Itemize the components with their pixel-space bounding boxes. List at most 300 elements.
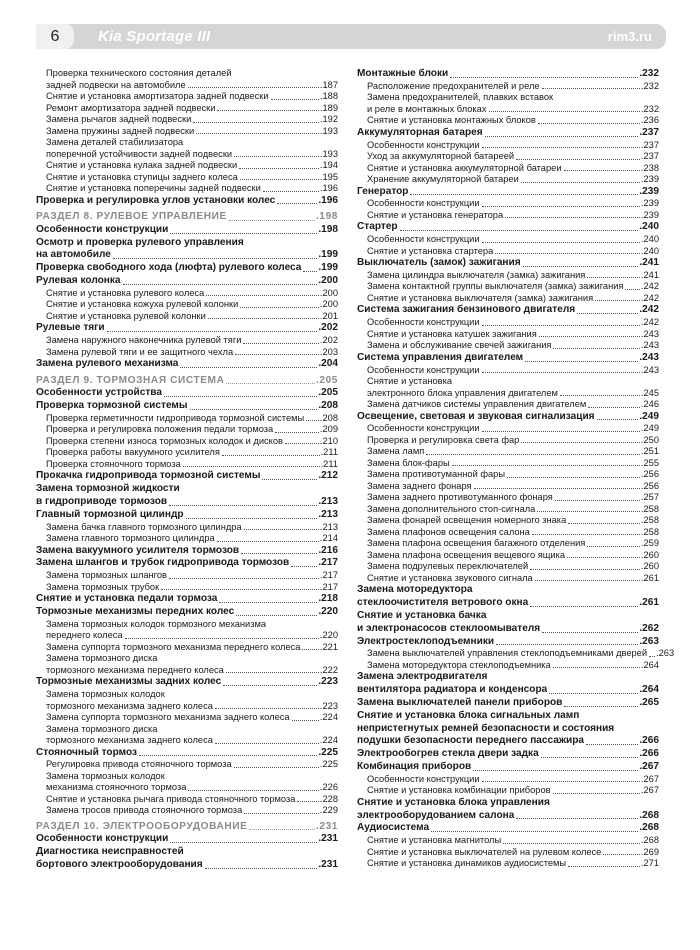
dot-leader xyxy=(169,578,319,579)
toc-entry[interactable] xyxy=(357,352,659,365)
toc-entry[interactable] xyxy=(357,684,659,697)
toc-entry[interactable] xyxy=(36,436,338,448)
toc-page-number: .262 xyxy=(639,622,659,634)
toc-entry-title: Аудиосистема xyxy=(357,822,430,834)
toc-entry[interactable] xyxy=(36,275,338,288)
dot-leader xyxy=(205,868,318,869)
toc-page-number: .258 xyxy=(640,515,659,526)
toc-entry[interactable] xyxy=(36,805,338,817)
toc-entry[interactable] xyxy=(36,735,338,747)
dot-leader xyxy=(125,638,319,639)
toc-entry[interactable] xyxy=(36,509,338,522)
dot-leader xyxy=(241,553,317,554)
toc-page-number: .224 xyxy=(319,735,338,746)
dot-leader xyxy=(489,111,640,112)
toc-entry[interactable] xyxy=(357,550,659,562)
toc-entry[interactable] xyxy=(357,446,659,458)
toc-page-number: .199 xyxy=(318,249,338,261)
toc-entry[interactable] xyxy=(36,103,338,115)
toc-page-number: .241 xyxy=(640,269,659,280)
toc-entry-title: Замена выключателей панели приборов xyxy=(357,696,563,708)
toc-entry-title: Проверка и регулировка положения педали тормоза xyxy=(46,424,274,435)
toc-entry[interactable] xyxy=(36,172,338,184)
toc-entry-title: Особенности конструкции xyxy=(367,423,480,434)
toc-entry[interactable] xyxy=(36,676,338,689)
toc-entry-title: Выключатель (замок) зажигания xyxy=(357,257,521,269)
toc-entry[interactable] xyxy=(36,545,338,558)
toc-entry[interactable] xyxy=(357,127,659,140)
toc-page-number: .237 xyxy=(640,139,659,150)
toc-column-left xyxy=(36,68,338,872)
toc-entry-title: Замена тормозных трубок xyxy=(46,581,160,592)
toc-page-number: .232 xyxy=(640,80,659,91)
toc-entry-title: Замена блок-фары xyxy=(367,457,450,468)
toc-entry[interactable] xyxy=(357,561,659,573)
toc-page-number: .264 xyxy=(640,659,659,670)
section-gap xyxy=(36,817,338,819)
toc-page-number: .231 xyxy=(315,820,338,832)
toc-page-number: .212 xyxy=(318,470,338,482)
dot-leader xyxy=(505,217,640,218)
toc-page-number: .261 xyxy=(639,597,659,609)
toc-entry-title: Особенности конструкции xyxy=(367,364,480,375)
toc-entry[interactable] xyxy=(357,151,659,163)
toc-entry-title: Особенности конструкции xyxy=(367,234,480,245)
toc-entry[interactable] xyxy=(357,234,659,246)
toc-entry[interactable] xyxy=(357,104,659,116)
toc-page-number: .239 xyxy=(639,185,659,197)
toc-entry-title: Снятие и установка поперечины задней подвески xyxy=(46,183,261,193)
toc-entry[interactable] xyxy=(357,304,659,317)
toc-page-number: .223 xyxy=(319,700,338,711)
toc-entry[interactable] xyxy=(36,183,338,195)
toc-entry[interactable] xyxy=(36,630,338,642)
dot-leader xyxy=(482,372,640,373)
toc-entry-title: Снятие и установка динамиков аудиосистемы xyxy=(367,858,567,869)
toc-entry[interactable] xyxy=(357,435,659,447)
toc-entry-title: Замена дополнительного стоп-сигнала xyxy=(367,503,536,514)
toc-entry[interactable] xyxy=(36,413,338,425)
toc-entry[interactable] xyxy=(36,424,338,436)
toc-entry[interactable] xyxy=(357,527,659,539)
toc-entry[interactable] xyxy=(357,492,659,504)
toc-entry[interactable] xyxy=(357,340,659,352)
dot-leader xyxy=(482,147,640,148)
toc-page-number: .214 xyxy=(319,533,338,544)
dot-leader xyxy=(521,182,640,183)
dot-leader xyxy=(249,829,314,830)
toc-entry[interactable] xyxy=(357,221,659,234)
toc-entry[interactable] xyxy=(36,782,338,794)
toc-entry[interactable] xyxy=(36,593,338,606)
toc-entry[interactable] xyxy=(357,847,659,859)
toc-page-number: .246 xyxy=(640,399,659,410)
toc-entry-title: Снятие и установка выключателя (замка) зажигания xyxy=(367,292,594,303)
dot-leader xyxy=(236,615,317,616)
toc-entry[interactable] xyxy=(357,270,659,282)
toc-entry[interactable] xyxy=(357,774,659,786)
toc-entry[interactable] xyxy=(36,262,338,275)
toc-section-heading[interactable] xyxy=(36,374,338,388)
toc-entry-title: Проверка тормозной системы xyxy=(36,400,188,412)
toc-entry[interactable] xyxy=(36,347,338,359)
toc-entry-title: Проверка работы вакуумного усилителя xyxy=(46,447,220,458)
toc-page-number: .221 xyxy=(319,641,338,652)
toc-entry-title: Проверка герметичности гидропривода тормозной системы xyxy=(46,412,305,423)
toc-entry-title: РАЗДЕЛ 9. ТОРМОЗНАЯ СИСТЕМА xyxy=(36,374,225,386)
toc-page-number: .267 xyxy=(639,760,659,772)
toc-entry-title: Стояночный тормоз xyxy=(36,746,138,758)
dot-leader xyxy=(538,123,640,124)
dot-leader xyxy=(292,720,319,721)
toc-entry[interactable] xyxy=(357,735,659,748)
toc-entry[interactable] xyxy=(357,81,659,93)
toc-entry[interactable] xyxy=(36,195,338,208)
toc-entry[interactable] xyxy=(36,759,338,771)
dot-leader xyxy=(180,367,317,368)
toc-entry[interactable] xyxy=(357,597,659,610)
toc-entry-title: Снятие и установка катушек зажигания xyxy=(367,328,537,339)
toc-entry[interactable] xyxy=(36,496,338,509)
toc-entry-text: Проверка технического состояния деталей xyxy=(46,68,232,78)
toc-entry[interactable] xyxy=(357,660,659,672)
dot-leader xyxy=(521,442,640,443)
toc-page-number: .236 xyxy=(640,115,659,126)
dot-leader xyxy=(410,194,638,195)
toc-entry[interactable] xyxy=(357,785,659,797)
toc-entry[interactable] xyxy=(36,249,338,262)
dot-leader xyxy=(530,569,640,570)
toc-entry[interactable] xyxy=(357,365,659,377)
toc-page-number: .269 xyxy=(640,846,659,857)
toc-entry-title: Замена рулевой тяги и ее защитного чехла xyxy=(46,346,234,357)
toc-entry-title: задней подвески на автомобиле xyxy=(46,79,186,90)
dot-leader xyxy=(567,557,640,558)
toc-entry[interactable] xyxy=(357,538,659,550)
toc-entry[interactable] xyxy=(36,582,338,594)
toc-entry[interactable] xyxy=(357,623,659,636)
toc-section-heading[interactable] xyxy=(36,820,338,834)
toc-entry[interactable] xyxy=(36,149,338,161)
toc-page-number: .268 xyxy=(640,835,659,846)
toc-page-number: .231 xyxy=(318,833,338,845)
toc-entry-title: Замена моторедуктора стеклоподъемника xyxy=(367,659,551,670)
toc-entry[interactable] xyxy=(36,522,338,534)
toc-entry[interactable] xyxy=(357,515,659,527)
toc-page-number: .266 xyxy=(639,748,659,760)
toc-page-number: .240 xyxy=(639,221,659,233)
toc-page-number: .224 xyxy=(319,712,338,723)
toc-entry[interactable] xyxy=(357,481,659,493)
dot-leader xyxy=(625,289,639,290)
toc-entry[interactable] xyxy=(357,636,659,649)
toc-entry-title: Особенности устройства xyxy=(36,387,162,399)
toc-entry[interactable] xyxy=(36,470,338,483)
toc-entry-title: Система зажигания бензинового двигателя xyxy=(357,304,576,316)
toc-entry-title: Замена рычагов задней подвески xyxy=(46,114,192,124)
toc-entry[interactable] xyxy=(36,570,338,582)
toc-entry[interactable] xyxy=(36,114,338,126)
section-gap xyxy=(36,371,338,373)
toc-page-number: .257 xyxy=(640,492,659,503)
toc-entry[interactable] xyxy=(36,311,338,323)
toc-entry-title: Снятие и установка кулака задней подвески xyxy=(46,160,238,170)
dot-leader xyxy=(193,122,319,123)
toc-entry-title: и электронасосов стеклоомывателя xyxy=(357,622,541,634)
dot-leader xyxy=(523,266,639,267)
toc-page-number: .256 xyxy=(640,480,659,491)
toc-entry[interactable] xyxy=(357,210,659,222)
toc-entry[interactable] xyxy=(36,459,338,471)
toc-entry-title: Замена и обслуживание свечей зажигания xyxy=(367,340,552,351)
toc-entry-title: Снятие и установка ступицы заднего колеса xyxy=(46,171,238,182)
toc-entry[interactable] xyxy=(357,458,659,470)
toc-page-number: .225 xyxy=(319,759,338,770)
toc-entry[interactable] xyxy=(357,697,659,710)
toc-page-number: .189 xyxy=(319,102,338,113)
toc-entry-title: Аккумуляторная батарея xyxy=(357,126,483,138)
toc-entry-title: Снятие и установка стартера xyxy=(367,245,494,256)
toc-entry-title: Особенности конструкции xyxy=(367,139,480,150)
toc-entry-text: Диагностика неисправностей xyxy=(36,846,184,858)
toc-page-number: .210 xyxy=(319,435,338,446)
toc-entry-title: Проверка и регулировка света фар xyxy=(367,434,520,445)
toc-page-number: .242 xyxy=(640,292,659,303)
toc-page-number: .242 xyxy=(640,281,659,292)
toc-entry[interactable] xyxy=(36,794,338,806)
dot-leader xyxy=(208,318,319,319)
toc-entry[interactable] xyxy=(36,126,338,138)
toc-entry[interactable] xyxy=(357,329,659,341)
toc-entry[interactable] xyxy=(357,411,659,424)
dot-leader xyxy=(243,343,318,344)
toc-section-heading[interactable] xyxy=(36,210,338,224)
toc-page-number: .196 xyxy=(318,194,338,206)
toc-entry[interactable] xyxy=(357,761,659,774)
toc-entry[interactable] xyxy=(36,299,338,311)
toc-entry-text: Замена тормозных колодок xyxy=(46,770,165,781)
toc-entry-title: Генератор xyxy=(357,185,409,197)
toc-entry[interactable] xyxy=(357,140,659,152)
dot-leader xyxy=(170,233,317,234)
dot-leader xyxy=(188,87,319,88)
dot-leader xyxy=(303,271,317,272)
toc-entry[interactable] xyxy=(357,174,659,186)
toc-entry-title: подушки безопасности переднего пассажира xyxy=(357,735,585,747)
dot-leader xyxy=(525,361,638,362)
dot-leader xyxy=(482,431,640,432)
dot-leader xyxy=(553,667,640,668)
toc-entry-title: бортового электрооборудования xyxy=(36,859,203,871)
toc-entry-title: Замена плафонов освещения салона xyxy=(367,526,530,537)
toc-entry[interactable] xyxy=(357,68,659,81)
toc-entry-title: Проверка свободного хода (люфта) рулевого колеса xyxy=(36,262,302,274)
toc-entry[interactable] xyxy=(357,186,659,199)
toc-page-number: .201 xyxy=(319,310,338,321)
toc-entry[interactable] xyxy=(36,701,338,713)
dot-leader xyxy=(239,168,319,169)
toc-page-number: .188 xyxy=(319,91,338,101)
toc-entry-title: Тормозные механизмы передних колес xyxy=(36,606,235,618)
dot-leader xyxy=(196,133,319,134)
dot-leader xyxy=(400,230,639,231)
toc-entry-text: Снятие и установка блока управления xyxy=(357,796,550,808)
toc-entry-text: Снятие и установка бачка xyxy=(357,609,487,621)
toc-page-number: .251 xyxy=(640,446,659,457)
toc-entry-text: Замена тормозной жидкости xyxy=(36,483,180,495)
dot-leader xyxy=(542,88,640,89)
toc-entry[interactable] xyxy=(357,317,659,329)
toc-page-number: .239 xyxy=(640,174,659,185)
toc-entry[interactable] xyxy=(36,712,338,724)
toc-entry[interactable] xyxy=(36,335,338,347)
site-name: rim3.ru xyxy=(607,29,652,44)
toc-page-number: .225 xyxy=(318,746,338,758)
toc-entry[interactable] xyxy=(36,387,338,400)
toc-page-number: .258 xyxy=(640,526,659,537)
toc-page-number: .243 xyxy=(640,364,659,375)
toc-entry[interactable] xyxy=(36,160,338,172)
dot-leader xyxy=(553,793,640,794)
toc-page-number: .200 xyxy=(319,299,338,310)
toc-entry[interactable] xyxy=(36,224,338,237)
toc-entry[interactable] xyxy=(36,288,338,300)
toc-entry[interactable] xyxy=(357,198,659,210)
toc-entry-title: Регулировка привода стояночного тормоза xyxy=(46,759,232,770)
toc-entry[interactable] xyxy=(36,606,338,619)
toc-entry-title: Замена шлангов и трубок гидропривода тормозов xyxy=(36,557,290,569)
dot-leader xyxy=(542,632,638,633)
toc-page-number: .218 xyxy=(318,593,338,605)
toc-entry[interactable] xyxy=(357,810,659,823)
toc-page-number: .231 xyxy=(318,859,338,871)
dot-leader xyxy=(532,534,640,535)
toc-entry[interactable] xyxy=(36,400,338,413)
toc-entry-title: и реле в монтажных блоках xyxy=(367,103,487,114)
toc-entry[interactable] xyxy=(357,246,659,258)
dot-leader xyxy=(285,443,319,444)
dot-leader xyxy=(555,500,640,501)
toc-entry-text: Замена деталей стабилизатора xyxy=(46,137,184,147)
toc-entry[interactable] xyxy=(357,293,659,305)
toc-entry-title: Особенности конструкции xyxy=(367,773,480,784)
toc-entry-title: Замена главного тормозного цилиндра xyxy=(46,533,215,544)
toc-page-number: .211 xyxy=(320,458,338,469)
toc-page-number: .263 xyxy=(656,648,675,659)
toc-entry[interactable] xyxy=(36,447,338,459)
dot-leader xyxy=(291,566,317,567)
toc-entry-title: Снятие и установка выключателей на рулевом колесе xyxy=(367,846,602,857)
toc-entry-text: Замена моторедуктора xyxy=(357,584,473,596)
toc-entry[interactable] xyxy=(357,835,659,847)
dot-leader xyxy=(516,159,640,160)
toc-entry[interactable] xyxy=(36,322,338,335)
toc-entry[interactable] xyxy=(357,257,659,270)
dot-leader xyxy=(503,843,640,844)
dot-leader xyxy=(113,258,317,259)
toc-entry[interactable] xyxy=(357,115,659,127)
toc-page-number: .217 xyxy=(319,581,338,592)
dot-leader xyxy=(164,396,317,397)
toc-page-number: .245 xyxy=(640,387,659,398)
toc-entry-title: Особенности конструкции xyxy=(36,223,169,235)
dot-leader xyxy=(587,277,640,278)
toc-entry[interactable] xyxy=(357,388,659,400)
toc-page-number: .202 xyxy=(318,322,338,334)
toc-entry[interactable] xyxy=(36,91,338,103)
toc-page-number: .205 xyxy=(315,374,338,386)
toc-entry[interactable] xyxy=(357,748,659,761)
dot-leader xyxy=(186,518,318,519)
toc-entry[interactable] xyxy=(36,533,338,545)
toc-entry[interactable] xyxy=(36,665,338,677)
page-header xyxy=(36,24,666,49)
dot-leader xyxy=(244,813,319,814)
toc-entry[interactable] xyxy=(357,399,659,411)
toc-entry[interactable] xyxy=(357,469,659,481)
toc-entry-title: Замена подрулевых переключателей xyxy=(367,561,529,572)
toc-entry[interactable] xyxy=(36,642,338,654)
toc-entry[interactable] xyxy=(36,358,338,371)
dot-leader xyxy=(537,511,640,512)
toc-page-number: .229 xyxy=(319,805,338,816)
toc-entry-title: электрооборудованием салона xyxy=(357,809,515,821)
dot-leader xyxy=(595,300,640,301)
toc-entry-title: Тормозные механизмы задних колес xyxy=(36,676,222,688)
toc-entry-title: Прокачка гидропривода тормозной системы xyxy=(36,470,261,482)
toc-entry-title: Замена заднего фонаря xyxy=(367,480,472,491)
toc-entry[interactable] xyxy=(36,557,338,570)
dot-leader xyxy=(541,757,639,758)
toc-entry-title: Снятие и установка аккумуляторной батареи xyxy=(367,162,562,173)
toc-page-number: .267 xyxy=(640,773,659,784)
toc-entry[interactable] xyxy=(357,423,659,435)
toc-entry[interactable] xyxy=(357,281,659,293)
dot-leader xyxy=(568,523,640,524)
dot-leader xyxy=(223,685,317,686)
toc-page-number: .220 xyxy=(319,630,338,641)
dot-leader xyxy=(564,170,640,171)
toc-entry[interactable] xyxy=(357,822,659,835)
toc-entry[interactable] xyxy=(357,504,659,516)
toc-entry[interactable] xyxy=(36,747,338,760)
toc-entry[interactable] xyxy=(357,648,675,660)
toc-page-number: .242 xyxy=(639,304,659,316)
dot-leader xyxy=(188,790,319,791)
toc-entry-title: Замена суппорта тормозного механизма переднего колеса xyxy=(46,641,301,652)
dot-leader xyxy=(535,580,640,581)
toc-entry-title: Замена ламп xyxy=(367,446,425,457)
toc-entry-title: Снятие и установка магнитолы xyxy=(367,835,502,846)
toc-page-number: .200 xyxy=(319,287,338,298)
toc-entry[interactable] xyxy=(36,859,338,872)
toc-entry[interactable] xyxy=(36,833,338,846)
toc-page-number: .271 xyxy=(640,858,659,869)
toc-entry[interactable] xyxy=(357,858,659,870)
toc-entry[interactable] xyxy=(36,80,338,92)
toc-page-number: .208 xyxy=(318,400,338,412)
toc-entry-title: РАЗДЕЛ 8. РУЛЕВОЕ УПРАВЛЕНИЕ xyxy=(36,211,227,223)
toc-page-number: .267 xyxy=(640,785,659,796)
toc-entry[interactable] xyxy=(357,573,659,585)
toc-page-number: .213 xyxy=(318,508,338,520)
toc-page-number: .265 xyxy=(639,696,659,708)
toc-entry[interactable] xyxy=(357,163,659,175)
dot-leader xyxy=(564,706,638,707)
toc-page-number: .259 xyxy=(640,538,659,549)
toc-page-number: .217 xyxy=(319,570,338,581)
dot-leader xyxy=(473,770,638,771)
